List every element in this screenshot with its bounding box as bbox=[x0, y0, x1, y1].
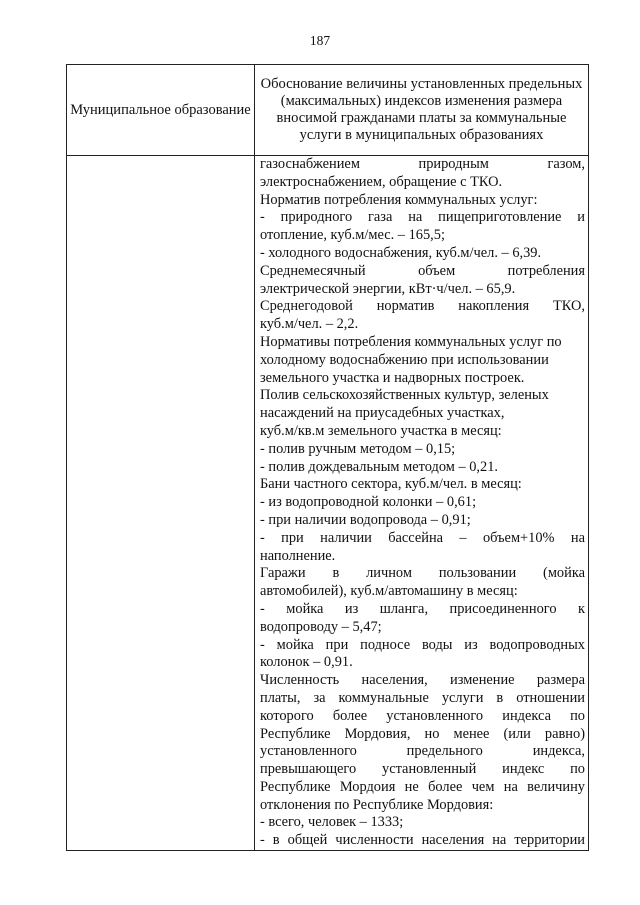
text-line: - из водопроводной колонки – 0,61; bbox=[260, 494, 477, 511]
text-line: колонок – 0,91. bbox=[260, 654, 353, 671]
text-line: отопление, куб.м/мес. – 165,5; bbox=[260, 227, 445, 244]
text-line: куб.м/кв.м земельного участка в месяц: bbox=[260, 422, 502, 439]
text-line: Норматив потребления коммунальных услуг: bbox=[260, 191, 538, 208]
table-row bbox=[67, 156, 589, 851]
text-line: Республике Мордовия, но менее (или равно) bbox=[260, 725, 585, 742]
text-line: - полив дождевальным методом – 0,21. bbox=[260, 458, 499, 475]
text-line: - мойка при подносе воды из водопроводных bbox=[260, 636, 585, 653]
text-line: - в общей численности населения на территории bbox=[260, 832, 585, 849]
text-line: Среднемесячный объем потребления bbox=[260, 262, 585, 279]
text-line: Гаражи в личном пользовании (мойка bbox=[260, 565, 585, 582]
text-line: которого более установленного индекса по bbox=[260, 707, 585, 724]
text-line: превышающего установленный индекс по bbox=[260, 761, 585, 778]
text-line: - холодного водоснабжения, куб.м/чел. – 6,39. bbox=[260, 244, 542, 261]
text-line: отклонения по Республике Мордовия: bbox=[260, 796, 494, 813]
justification-cell bbox=[255, 156, 589, 851]
text-line: - всего, человек – 1333; bbox=[260, 814, 404, 831]
text-line: куб.м/чел. – 2,2. bbox=[260, 316, 359, 333]
text-line: Полив сельскохозяйственных культур, зеленых bbox=[260, 387, 549, 404]
text-line: наполнение. bbox=[260, 547, 336, 564]
header-municipality bbox=[67, 65, 255, 156]
header-justification bbox=[255, 65, 589, 156]
text-line: водопроводу – 5,47; bbox=[260, 618, 382, 635]
text-line: - природного газа на пищеприготовление и bbox=[260, 209, 585, 226]
text-line: - при наличии бассейна – объем+10% на bbox=[260, 529, 585, 546]
page-number: 187 bbox=[309, 33, 331, 48]
text-line: Бани частного сектора, куб.м/чел. в месяц: bbox=[260, 476, 522, 493]
text-line: земельного участка и надворных построек. bbox=[260, 369, 525, 386]
text-line: электроснабжением, обращение с ТКО. bbox=[260, 173, 503, 190]
text-line: холодному водоснабжению при использовании bbox=[260, 351, 549, 368]
text-line: - при наличии водопровода – 0,91; bbox=[260, 511, 471, 528]
text-line: газоснабжением природным газом, bbox=[260, 156, 585, 172]
text-line: электрической энергии, кВт·ч/чел. – 65,9. bbox=[260, 280, 516, 297]
text-line: Численность населения, изменение размера bbox=[260, 672, 585, 689]
text-line: платы, за коммунальные услуги в отношении bbox=[260, 689, 585, 706]
text-line: Нормативы потребления коммунальных услуг по bbox=[260, 333, 562, 350]
text-line: насаждений на приусадебных участках, bbox=[260, 405, 505, 422]
justification-text bbox=[255, 156, 588, 850]
header-municipality-label: Муниципальное образование bbox=[70, 101, 251, 118]
table-header-row bbox=[67, 65, 589, 156]
text-line: - мойка из шланга, присоединенного к bbox=[260, 600, 585, 617]
municipality-cell bbox=[67, 156, 255, 851]
text-line: Среднегодовой норматив накопления ТКО, bbox=[260, 298, 585, 315]
text-line: Республике Мордоия не более чем на величину bbox=[260, 778, 585, 795]
text-line: - полив ручным методом – 0,15; bbox=[260, 440, 456, 457]
header-justification-label: Обоснование величины установленных предельных (максимальных) индексов изменения размера вносимой гражданами платы за коммунальные услуги в муниципальных образованиях bbox=[260, 76, 583, 143]
text-line: установленного предельного индекса, bbox=[260, 743, 585, 760]
text-line: автомобилей), куб.м/автомашину в месяц: bbox=[260, 583, 518, 600]
index-justification-table bbox=[66, 64, 589, 851]
